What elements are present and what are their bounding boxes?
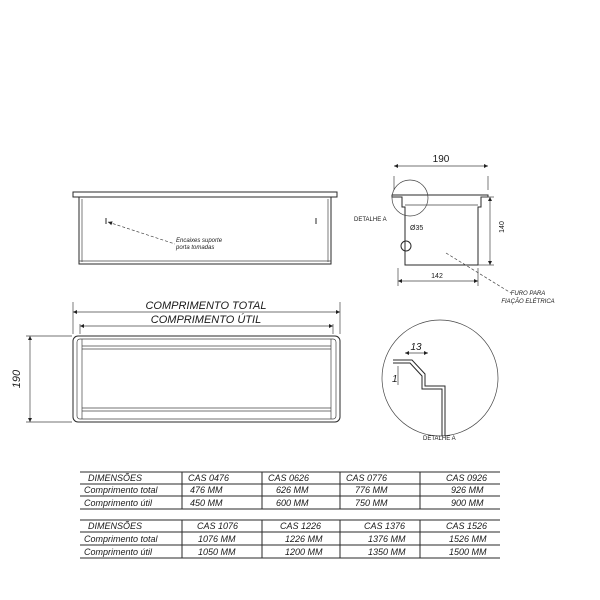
- top-view: [73, 192, 337, 264]
- table1-row2-c1: 450 MM: [190, 498, 223, 508]
- dim-190-text: 190: [432, 154, 450, 165]
- table2-row1-label: Comprimento total: [84, 534, 158, 544]
- table2-header-3: CAS 1376: [364, 521, 406, 531]
- detail-a-profile-outer: [393, 360, 445, 436]
- table2-row1-c1: 1076 MM: [198, 534, 236, 544]
- hole-diameter: Ø35: [410, 225, 424, 232]
- hole: [401, 241, 411, 251]
- dimensions-table-2: [80, 520, 500, 558]
- annotation-line-1: Encaixes suporte: [176, 238, 223, 244]
- total-length-label: COMPRIMENTO TOTAL: [145, 300, 267, 312]
- table2-row1-c2: 1226 MM: [285, 534, 323, 544]
- table2-header-1: CAS 1076: [197, 521, 239, 531]
- table1-row1-c1: 476 MM: [190, 485, 223, 495]
- table1-row2-c4: 900 MM: [451, 498, 484, 508]
- table1-row1-label: Comprimento total: [84, 485, 158, 495]
- table2-row2-c3: 1350 MM: [368, 547, 406, 557]
- table2-row2-c4: 1500 MM: [449, 547, 487, 557]
- front-view-inner: [77, 339, 336, 419]
- useful-length-label: COMPRIMENTO ÚTIL: [150, 314, 262, 326]
- table2-row2-c1: 1050 MM: [198, 547, 236, 557]
- detail-a-outline: [382, 320, 498, 436]
- front-view: [11, 300, 340, 422]
- wire-note-line-1: FURO PARA: [510, 291, 546, 297]
- table2-row1-c4: 1526 MM: [449, 534, 487, 544]
- dim-140-text: 140: [499, 221, 506, 233]
- wire-note-line-2: FIAÇÃO ELÉTRICA: [501, 299, 555, 305]
- table1-row1-c2: 626 MM: [276, 485, 309, 495]
- table2-row2-label: Comprimento útil: [84, 547, 153, 557]
- table2-row1-c3: 1376 MM: [368, 534, 406, 544]
- table2-row2-c2: 1200 MM: [285, 547, 323, 557]
- detail-dim-1-text: 1: [392, 374, 398, 385]
- section-profile: [392, 195, 488, 265]
- table1-row2-c3: 750 MM: [355, 498, 388, 508]
- detail-a-circle: [392, 180, 428, 216]
- table1-header-3: CAS 0776: [346, 473, 388, 483]
- detail-dim-13-text: 13: [410, 342, 422, 353]
- table1-header-1: CAS 0476: [188, 473, 230, 483]
- annotation-leader: [108, 222, 175, 244]
- dimensions-table-1: [80, 472, 500, 509]
- detail-a-label: DETALHE A: [423, 436, 456, 442]
- detail-a-profile-inner: [393, 363, 442, 436]
- table1-row1-c4: 926 MM: [451, 485, 484, 495]
- table1-header-2: CAS 0626: [268, 473, 310, 483]
- table1-header-0: DIMENSÕES: [88, 473, 143, 483]
- annotation-line-2: porta tomadas: [176, 245, 215, 251]
- table2-header-4: CAS 1526: [446, 521, 488, 531]
- top-view-body: [79, 197, 331, 264]
- detail-a: [382, 320, 498, 442]
- table2-header-0: DIMENSÕES: [88, 521, 143, 531]
- table1-row1-c3: 776 MM: [355, 485, 388, 495]
- dim-height-text: 190: [11, 369, 23, 389]
- section-view: [354, 154, 555, 305]
- dim-142-text: 142: [431, 273, 443, 280]
- table1-row2-c2: 600 MM: [276, 498, 309, 508]
- table1-row2-label: Comprimento útil: [84, 498, 153, 508]
- detail-a-ref: DETALHE A: [354, 217, 387, 223]
- table1-header-4: CAS 0926: [446, 473, 488, 483]
- top-view-flange: [73, 192, 337, 197]
- table2-header-2: CAS 1226: [280, 521, 322, 531]
